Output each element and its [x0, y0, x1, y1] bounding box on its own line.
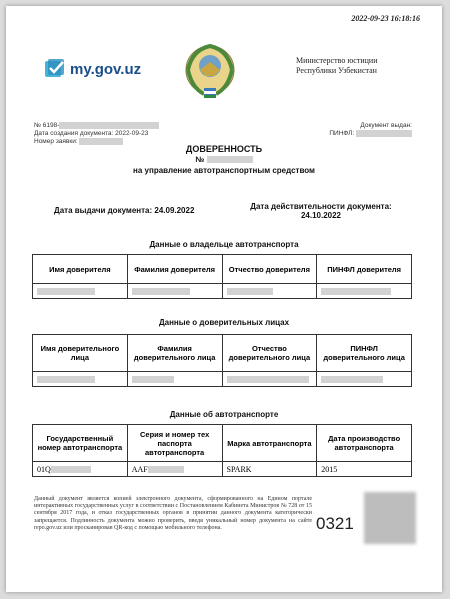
- logo-text: my.gov.uz: [70, 60, 142, 78]
- owner-header-name: Имя доверителя: [33, 255, 128, 284]
- trustee-header-pinfl: ПИНФЛ доверительного лица: [317, 335, 412, 372]
- ministry-name: [296, 56, 377, 76]
- pinfl: ПИНФЛ:: [329, 130, 412, 138]
- vehicle-passport: AAF: [127, 462, 222, 477]
- owner-header-pinfl: ПИНФЛ доверителя: [317, 255, 412, 284]
- vehicle-header-brand: Марка автотранспорта: [222, 425, 317, 462]
- state-emblem-icon: [182, 40, 238, 102]
- trustee-header-name: Имя доверительного лица: [33, 335, 128, 372]
- vehicle-header-plate: Государственный номер автотранспорта: [33, 425, 128, 462]
- vehicle-header-year: Дата производство автотранспорта: [317, 425, 412, 462]
- trustee-table: [32, 334, 412, 387]
- owner-section-title: Данные о владельце автотранспорта: [149, 240, 299, 249]
- vehicle-brand: SPARK: [222, 462, 317, 477]
- vehicle-header-passport: Серия и номер тех паспорта автотранспорта: [127, 425, 222, 462]
- checkmark-logo-icon: [44, 58, 66, 80]
- ministry-line-1: Министерство юстиции: [296, 56, 378, 65]
- trustee-header-surname: Фамилия доверительного лица: [127, 335, 222, 372]
- document-meta: [34, 122, 159, 146]
- issue-date: Дата выдачи документа: 24.09.2022: [54, 206, 195, 215]
- trustee-header-patronymic: Отчество доверительного лица: [222, 335, 317, 372]
- table-row: [33, 284, 412, 299]
- vehicle-plate: 01Q: [33, 462, 128, 477]
- trustee-section-title: Данные о доверительных лицах: [158, 318, 290, 327]
- owner-header-surname: Фамилия доверителя: [127, 255, 222, 284]
- vehicle-year: 2015: [317, 462, 412, 477]
- table-row: [33, 372, 412, 387]
- document-title: ДОВЕРЕННОСТЬ: [185, 144, 263, 154]
- vehicle-section-title: Данные об автотранспорте: [169, 410, 279, 419]
- request-number: Номер заявки:: [34, 138, 159, 146]
- document-number: №: [6, 155, 442, 164]
- vehicle-table: [32, 424, 412, 477]
- document-page: [6, 6, 442, 592]
- issued-label: Документ выдан:: [360, 122, 412, 129]
- mygov-logo: [44, 56, 141, 82]
- validity-date: Дата действительности документа: 24.10.2022: [250, 202, 392, 220]
- doc-number: № 6198-: [34, 122, 159, 130]
- timestamp: 2022-09-23 16:18:16: [351, 14, 420, 23]
- qr-code-icon: [364, 492, 416, 544]
- document-subtitle: на управление автотранспортным средством: [133, 166, 315, 175]
- footer-note: Данный документ является копией электронного документа, сформированного на Едином портале интерактивных государственных услуг в соответствии с Постановлением Кабинета Министров № 728 от 15 сентября 2017 года, и отказ государственных органов в принятии данного документа категорически запрещается. Подлинность документа можно проверить, введя уникальный номер документа на сайте repo.gov.uz или просканировав QR-код с помощью мобильного телефона.: [34, 496, 312, 531]
- document-code: 0321: [316, 514, 354, 533]
- created-date: Дата создания документа: 2022-09-23: [34, 130, 149, 138]
- table-row: [33, 462, 412, 477]
- owner-header-patronymic: Отчество доверителя: [222, 255, 317, 284]
- owner-table: [32, 254, 412, 299]
- ministry-line-2: Республики Узбекистан: [296, 66, 377, 75]
- issued-to: [329, 122, 412, 138]
